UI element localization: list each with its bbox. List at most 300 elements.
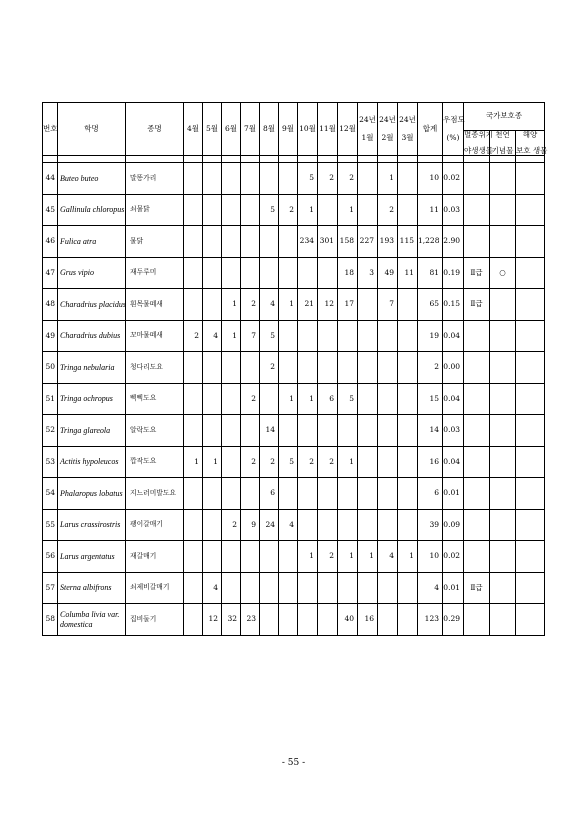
monthly-count [358,415,378,447]
monthly-count [318,257,338,289]
monthly-count [279,541,298,573]
protection-status [516,604,545,636]
dominance-value: 0.04 [443,446,464,478]
protection-status [464,194,490,226]
protection-status: Ⅱ급 [464,257,490,289]
monthly-count [378,352,398,384]
monthly-count [358,289,378,321]
protection-status [516,257,545,289]
monthly-count [398,446,418,478]
species-table [42,102,548,636]
header-month: 8월 [260,103,279,156]
monthly-count [338,352,358,384]
monthly-count: 24 [260,509,279,541]
monthly-count [398,572,418,604]
monthly-count [203,289,222,321]
dominance-value: 0.02 [443,163,464,195]
monthly-count: 158 [338,226,358,258]
table-row [43,163,545,195]
dominance-value: 0.04 [443,320,464,352]
monthly-count [241,163,260,195]
monthly-count [298,415,318,447]
monthly-count: 12 [203,604,222,636]
monthly-count [203,194,222,226]
table-row [43,289,545,321]
monthly-count [241,415,260,447]
protection-status [464,163,490,195]
table-row [43,415,545,447]
monthly-count [241,194,260,226]
monthly-count: 115 [398,226,418,258]
header-month: 3월 [401,133,414,143]
monthly-count: 1 [298,383,318,415]
monthly-count [398,194,418,226]
header-no: 번호 [43,103,58,156]
protection-status [464,352,490,384]
header-month: 2월 [381,133,394,143]
protection-status [464,446,490,478]
protection-status [464,226,490,258]
protection-status [464,509,490,541]
monthly-count [378,320,398,352]
total-count: 81 [418,257,443,289]
row-number: 50 [43,352,58,384]
species-name: 꼬마물떼새 [126,320,184,352]
monthly-count: 5 [298,163,318,195]
scientific-name: Grus vipio [58,257,126,289]
total-count: 16 [418,446,443,478]
monthly-count [398,383,418,415]
monthly-count [318,352,338,384]
monthly-count [241,352,260,384]
total-count: 15 [418,383,443,415]
monthly-count [222,352,241,384]
species-name: 흰목물떼새 [126,289,184,321]
monthly-count [378,415,398,447]
row-number: 57 [43,572,58,604]
protection-status [464,383,490,415]
monthly-count: 2 [378,194,398,226]
monthly-count [260,226,279,258]
monthly-count: 4 [378,541,398,573]
protection-status [464,604,490,636]
page-number: - 55 - [281,758,306,768]
monthly-count [378,509,398,541]
scientific-name: Charadrius placidus [58,289,126,321]
table-row [43,604,545,636]
monthly-count: 1 [279,289,298,321]
monthly-count [358,352,378,384]
monthly-count [184,194,203,226]
row-number: 49 [43,320,58,352]
protection-status [516,289,545,321]
monthly-count [298,509,318,541]
header-dominance [443,103,464,156]
monthly-count [222,415,241,447]
monthly-count [184,541,203,573]
monthly-count [260,604,279,636]
species-name: 말똥가리 [126,163,184,195]
monthly-count [260,257,279,289]
protection-status [516,163,545,195]
header-year: 24년 [359,114,376,124]
monthly-count: 301 [318,226,338,258]
monthly-count [279,415,298,447]
monthly-count [378,478,398,510]
scientific-name: Columba livia var. domestica [58,604,126,636]
header-protected-line2: 야생생물 [464,145,493,155]
monthly-count: 18 [338,257,358,289]
protection-status [490,604,516,636]
monthly-count: 1 [203,446,222,478]
monthly-count [298,572,318,604]
monthly-count [184,352,203,384]
total-count: 19 [418,320,443,352]
monthly-count [184,415,203,447]
monthly-count [358,320,378,352]
protection-status [464,320,490,352]
scientific-name: Charadrius dubius [58,320,126,352]
protection-status [464,478,490,510]
monthly-count: 3 [358,257,378,289]
protection-status [490,478,516,510]
protection-status [490,163,516,195]
monthly-count [279,352,298,384]
header-next-year-month [378,103,398,156]
monthly-count [184,289,203,321]
monthly-count: 2 [260,446,279,478]
monthly-count [184,257,203,289]
scientific-name: Actitis hypoleucos [58,446,126,478]
monthly-count [260,572,279,604]
monthly-count [318,509,338,541]
monthly-count [318,478,338,510]
header-month: 7월 [241,103,260,156]
monthly-count: 6 [318,383,338,415]
protection-status [464,415,490,447]
monthly-count: 2 [184,320,203,352]
monthly-count: 4 [260,289,279,321]
row-number: 45 [43,194,58,226]
monthly-count [184,478,203,510]
monthly-count: 23 [241,604,260,636]
header-total: 합계 [418,103,443,156]
dominance-value: 0.00 [443,352,464,384]
monthly-count: 2 [318,446,338,478]
header-month: 10월 [298,103,318,156]
header-protected-line2: 보호 생물 [516,145,548,155]
monthly-count [203,478,222,510]
monthly-count: 1 [222,320,241,352]
dominance-value: 2.90 [443,226,464,258]
table-row [43,352,545,384]
header-year: 24년 [379,114,396,124]
monthly-count [279,478,298,510]
species-name: 깝작도요 [126,446,184,478]
monthly-count [358,509,378,541]
monthly-count [184,383,203,415]
monthly-count [222,541,241,573]
protection-status [516,478,545,510]
protection-status [516,352,545,384]
monthly-count [279,257,298,289]
monthly-count [241,226,260,258]
table-body [43,156,545,636]
monthly-count [338,478,358,510]
monthly-count [338,509,358,541]
species-name: 지느러미발도요 [126,478,184,510]
monthly-count [184,572,203,604]
species-name: 쇠물닭 [126,194,184,226]
protection-status: Ⅱ급 [464,572,490,604]
monthly-count: 5 [338,383,358,415]
monthly-count [318,604,338,636]
header-marine-protected [516,130,548,156]
monthly-count [298,478,318,510]
monthly-count: 2 [279,194,298,226]
header-next-year-month [358,103,378,156]
monthly-count [318,320,338,352]
header-month: 12월 [338,103,358,156]
table-row [43,320,545,352]
monthly-count: 16 [358,604,378,636]
monthly-count: 2 [241,383,260,415]
monthly-count [358,194,378,226]
dominance-value: 0.04 [443,383,464,415]
protection-status [516,572,545,604]
monthly-count [298,320,318,352]
row-number: 52 [43,415,58,447]
monthly-count: 6 [260,478,279,510]
monthly-count [203,509,222,541]
monthly-count [398,509,418,541]
row-number: 53 [43,446,58,478]
monthly-count: 4 [279,509,298,541]
table-row [43,478,545,510]
row-number: 55 [43,509,58,541]
row-number: 58 [43,604,58,636]
protection-status: Ⅱ급 [464,289,490,321]
dominance-value: 0.03 [443,194,464,226]
monthly-count [298,257,318,289]
monthly-count: 4 [203,572,222,604]
monthly-count: 193 [378,226,398,258]
monthly-count: 2 [318,541,338,573]
monthly-count [358,163,378,195]
species-name: 집비둘기 [126,604,184,636]
protection-status [490,415,516,447]
total-count: 65 [418,289,443,321]
header-endangered [464,130,493,156]
monthly-count: 1 [222,289,241,321]
table-row [43,383,545,415]
scientific-name: Fulica atra [58,226,126,258]
monthly-count [222,163,241,195]
protection-status [490,383,516,415]
monthly-count [398,289,418,321]
header-protected-line2: 기념물 [491,145,514,155]
species-name: 물닭 [126,226,184,258]
dominance-value: 0.15 [443,289,464,321]
monthly-count: 4 [203,320,222,352]
monthly-count [241,257,260,289]
monthly-count: 2 [318,163,338,195]
monthly-count: 1 [298,541,318,573]
dominance-value: 0.19 [443,257,464,289]
protection-status [490,226,516,258]
monthly-count: 1 [398,541,418,573]
monthly-count [378,572,398,604]
scientific-name: Tringa nebularia [58,352,126,384]
monthly-count: 1 [338,446,358,478]
monthly-count [358,446,378,478]
total-count: 6 [418,478,443,510]
protection-status: ○ [490,257,516,289]
monthly-count [279,226,298,258]
monthly-count: 234 [298,226,318,258]
monthly-count: 2 [241,289,260,321]
monthly-count [184,509,203,541]
monthly-count [398,163,418,195]
monthly-count [298,604,318,636]
monthly-count [241,478,260,510]
header-month: 11월 [318,103,338,156]
monthly-count [222,572,241,604]
header-month: 5월 [203,103,222,156]
monthly-count [222,226,241,258]
protection-status [516,446,545,478]
table-row [43,509,545,541]
dominance-value: 0.09 [443,509,464,541]
monthly-count: 1 [378,163,398,195]
total-count: 11 [418,194,443,226]
monthly-count: 7 [378,289,398,321]
monthly-count [378,383,398,415]
header-natural-monument [490,131,516,156]
monthly-count [222,478,241,510]
protection-status [490,572,516,604]
scientific-name: Larus argentatus [58,541,126,573]
row-number: 56 [43,541,58,573]
header-protected-line1: 천연 [495,130,510,139]
monthly-count: 7 [241,320,260,352]
header-next-year-month [398,103,418,156]
row-number: 46 [43,226,58,258]
monthly-count [358,478,378,510]
scientific-name: Larus crassirostris [58,509,126,541]
monthly-count [260,541,279,573]
monthly-count [338,320,358,352]
total-count: 10 [418,163,443,195]
row-number: 47 [43,257,58,289]
species-name: 괭이갈매기 [126,509,184,541]
monthly-count [398,478,418,510]
header-month: 4월 [184,103,203,156]
monthly-count: 2 [338,163,358,195]
header-species-name: 종명 [126,103,184,156]
header-month: 6월 [222,103,241,156]
monthly-count [241,541,260,573]
monthly-count [241,572,260,604]
monthly-count: 5 [279,446,298,478]
table-row [43,194,545,226]
protection-status [490,320,516,352]
scientific-name: Buteo buteo [58,163,126,195]
protection-status [490,541,516,573]
monthly-count [184,226,203,258]
monthly-count: 32 [222,604,241,636]
table-row [43,257,545,289]
monthly-count [338,572,358,604]
monthly-count [338,415,358,447]
monthly-count [318,572,338,604]
protection-status [490,509,516,541]
monthly-count: 5 [260,194,279,226]
monthly-count [184,604,203,636]
monthly-count [398,320,418,352]
protection-status [516,509,545,541]
monthly-count [222,383,241,415]
header-month: 9월 [279,103,298,156]
row-number: 48 [43,289,58,321]
monthly-count [318,415,338,447]
total-count: 123 [418,604,443,636]
monthly-count: 1 [338,194,358,226]
header-year: 24년 [399,114,416,124]
monthly-count: 1 [338,541,358,573]
monthly-count [203,383,222,415]
monthly-count [260,163,279,195]
protection-status [516,383,545,415]
monthly-count: 1 [184,446,203,478]
monthly-count: 1 [298,194,318,226]
protection-status [516,320,545,352]
monthly-count [260,383,279,415]
monthly-count: 40 [338,604,358,636]
scientific-name: Sterna albifrons [58,572,126,604]
monthly-count [398,352,418,384]
dominance-value: 0.29 [443,604,464,636]
monthly-count [358,383,378,415]
monthly-count [203,352,222,384]
monthly-count: 227 [358,226,378,258]
monthly-count [222,194,241,226]
monthly-count [279,572,298,604]
table-row [43,541,545,573]
protection-status [490,194,516,226]
species-name: 재두루미 [126,257,184,289]
total-count: 10 [418,541,443,573]
species-name: 알락도요 [126,415,184,447]
header-dominance-unit: (%) [446,133,460,143]
monthly-count [279,604,298,636]
protection-status [516,541,545,573]
monthly-count [222,257,241,289]
monthly-count: 14 [260,415,279,447]
monthly-count: 2 [222,509,241,541]
monthly-count: 49 [378,257,398,289]
header-scientific-name: 학명 [58,103,126,156]
table-row [43,572,545,604]
monthly-count: 2 [260,352,279,384]
header-protected-line1: 해양 [522,130,538,139]
total-count: 4 [418,572,443,604]
monthly-count [184,163,203,195]
protection-status [490,352,516,384]
monthly-count: 2 [298,446,318,478]
scientific-name: Gallinula chloropus [58,194,126,226]
monthly-count [398,604,418,636]
